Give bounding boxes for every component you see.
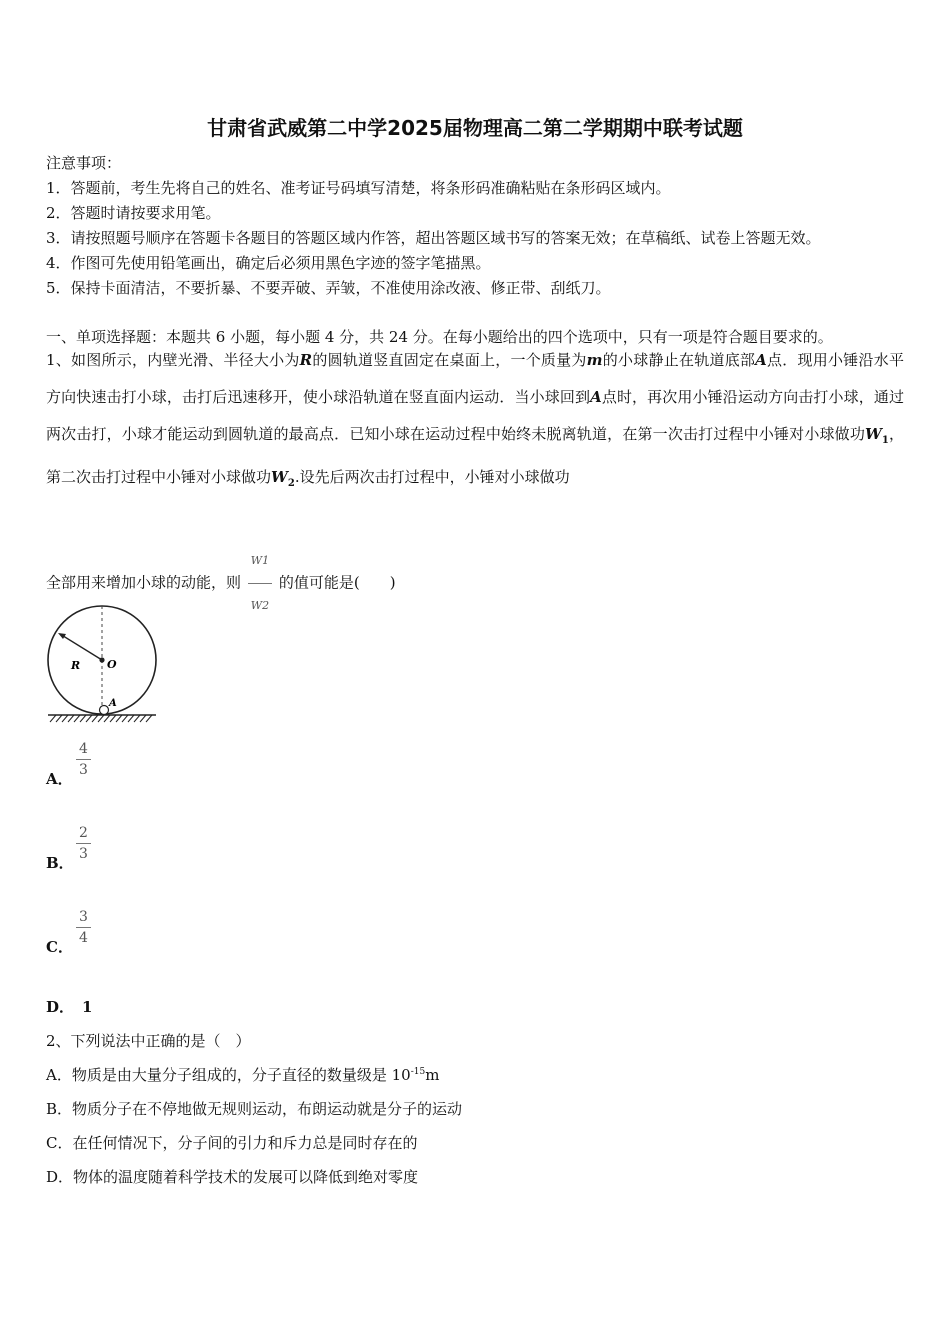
section-header: 一、单项选择题：本题共 6 小题，每小题 4 分，共 24 分。在每小题给出的四个选项中，只有一项是符合题目要求的。 [46, 328, 833, 346]
option-c-label: C． [46, 938, 73, 956]
question-2-option-b: B．物质分子在不停地做无规则运动，布朗运动就是分子的运动 [46, 1100, 463, 1118]
notice-item: 3．请按照题号顺序在答题卡各题目的答题区域内作答，超出答题区域书写的答案无效；在草稿纸、试卷上答题无效。 [46, 229, 821, 247]
question-1-stem: 1、如图所示，内壁光滑、半径大小为R的圆轨道竖直固定在桌面上，一个质量为m的小球静止在轨道底部A点．现用小锤沿水平方向快速击打小球，击打后迅速移开，使小球沿轨道在竖直面内运动．当小球回到A点时，再次用小锤沿运动方向击打小球，通过两次击打，小球才能运动到圆轨道的最高点．已知小球在运动过程中始终未脱离轨道，在第一次击打过程中小锤对小球做功$W_1$，第二次击打过程中小锤对小球做功$W_2$.设先后两次击打过程中，小锤对小球做功 [46, 351, 904, 489]
option-a-label: A． [46, 770, 73, 788]
notice-item: 5．保持卡面清洁，不要折暴、不要弄破、弄皱，不准使用涂改液、修正带、刮纸刀。 [46, 279, 611, 297]
option-d: D． 1 [46, 998, 93, 1016]
notice-item: 2．答题时请按要求用笔。 [46, 204, 221, 222]
arrow-head [58, 633, 66, 639]
label-R: R [71, 659, 81, 672]
option-a-fraction: $\frac{4}{3}$ [76, 741, 91, 778]
radius-arrow [60, 634, 102, 660]
option-b-fraction: $\frac{2}{3}$ [76, 825, 91, 862]
label-O: O [107, 658, 117, 671]
question-2-stem: 2、下列说法中正确的是（ ） [46, 1032, 251, 1050]
option-c-fraction: $\frac{3}{4}$ [76, 909, 91, 946]
notice-item: 4．作图可先使用铅笔画出，确定后必须用黑色字迹的签字笔描黑。 [46, 254, 491, 272]
notice-heading: 注意事项： [46, 154, 122, 172]
question-2-option-a: A．物质是由大量分子组成的，分子直径的数量级是 $10^{-15}m$ [46, 1066, 440, 1084]
page-title: 甘肃省武威第二中学2025届物理高二第二学期期中联考试题 [207, 116, 743, 140]
fraction-w1-w2: $\frac{W1}{W2}$ [248, 541, 272, 626]
center-point [99, 657, 104, 662]
question-1-stem-end: 全部用来增加小球的动能，则 $\frac{W1}{W2}$ 的值可能是( ) [46, 541, 396, 626]
circular-track-figure [44, 604, 160, 728]
ground-hatch [50, 715, 152, 722]
notice-item: 1．答题前，考生先将自己的姓名、准考证号码填写清楚，将条形码准确粘贴在条形码区域内。 [46, 179, 671, 197]
ball [100, 706, 109, 715]
question-2-option-d: D．物体的温度随着科学技术的发展可以降低到绝对零度 [46, 1168, 419, 1186]
option-b-label: B． [46, 854, 74, 872]
label-A: A [109, 698, 117, 709]
question-2-option-c: C．在任何情况下，分子间的引力和斥力总是同时存在的 [46, 1134, 418, 1152]
